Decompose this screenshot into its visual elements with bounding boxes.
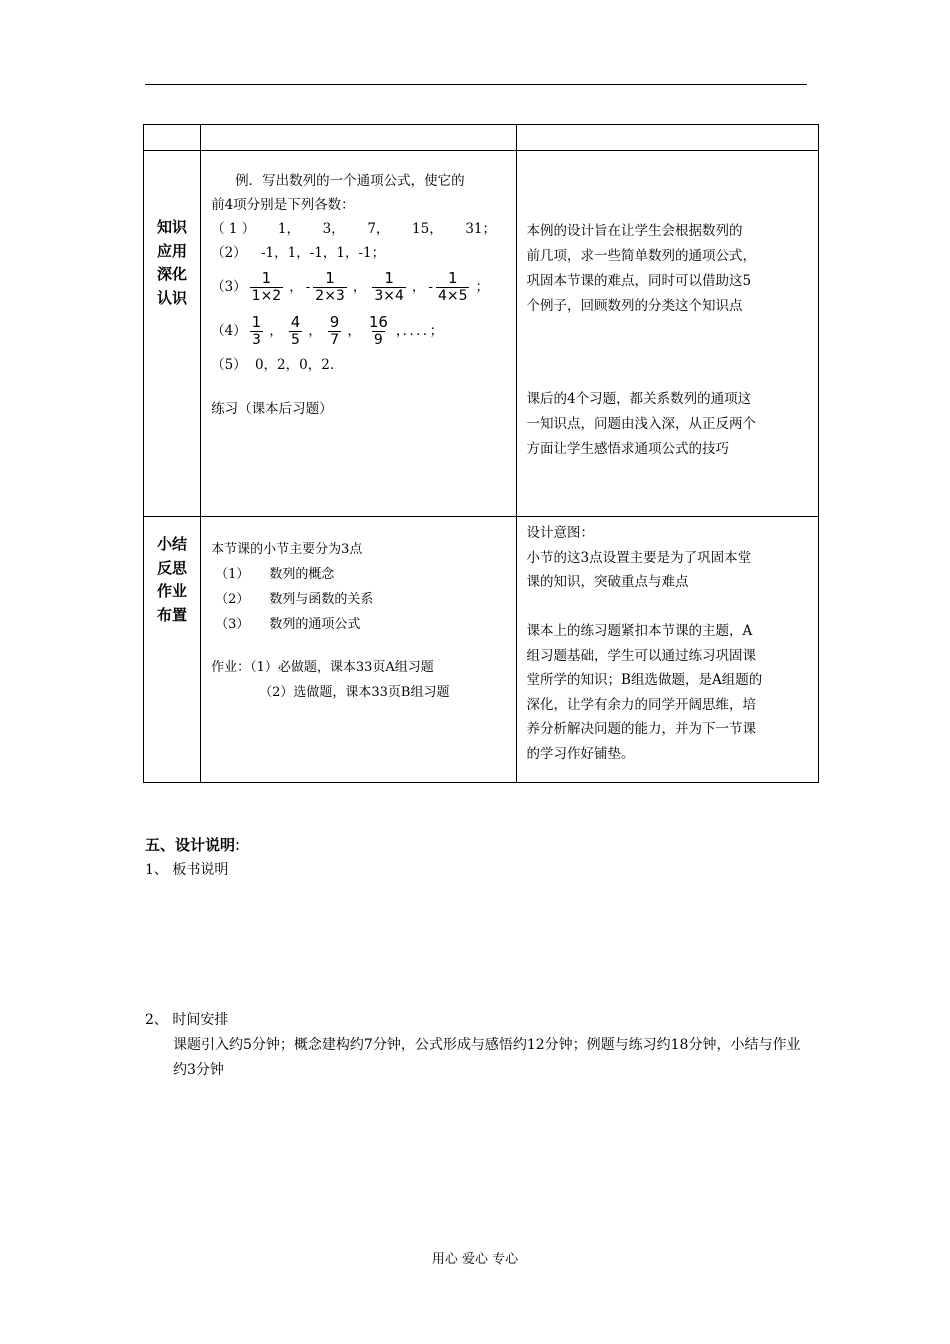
name-line: 应用 <box>157 241 188 260</box>
note-line: 课后的4个习题，都关系数列的通项这 <box>526 391 752 407</box>
example-cell <box>201 151 516 517</box>
item-text: 数列与函数的关系 <box>269 592 374 607</box>
ex-text: -1，1，-1，1，-1； <box>260 245 386 261</box>
item-num: （3） <box>215 617 250 632</box>
summary-intro: 本节课的小节主要分为3点 <box>211 542 363 557</box>
note-line: 一知识点，问题由浅入深，从正反两个 <box>526 416 757 432</box>
note-line: 前几项，求一些简单数列的通项公式， <box>526 248 757 264</box>
homework-line: 作业：（1）必做题，课本33页A组习题 <box>211 660 434 675</box>
fraction <box>289 314 303 349</box>
frac-sep: ， <box>308 323 322 339</box>
table-header-row <box>144 125 819 151</box>
frac-sep: ， <box>411 279 426 295</box>
frac-num: 1 <box>261 268 272 287</box>
fraction <box>372 270 406 305</box>
frac-sep: ， <box>269 323 283 339</box>
frac-num: 16 <box>368 312 388 331</box>
item-text: 数列的概念 <box>269 567 335 582</box>
ex-label: （2） <box>211 245 247 261</box>
example-2 <box>211 241 511 265</box>
frac-den: 9 <box>373 331 383 348</box>
note-line: 堂所学的知识；B组选做题，是A组题的 <box>526 672 763 688</box>
example-intro: 例．写出数列的一个通项公式，使它的 <box>235 173 465 189</box>
header-cell-3 <box>516 125 818 151</box>
item-num: （2） <box>215 592 250 607</box>
ex-value: 31； <box>465 221 497 237</box>
frac-num: 1 <box>384 268 394 287</box>
design-note-1 <box>517 151 818 319</box>
frac-den: 2×3 <box>315 287 345 304</box>
board-note-heading: 1、 板书说明 <box>145 862 229 878</box>
ex-value: 15， <box>412 221 443 237</box>
frac-num: 4 <box>290 312 301 331</box>
name-line: 小结 <box>157 535 188 553</box>
note-line: 课本上的练习题紧扣本节课的主题，A <box>526 623 753 639</box>
section-name-cell <box>144 151 201 517</box>
table-row-application <box>144 151 819 517</box>
note-line: 组习题基础，学生可以通过练习巩固课 <box>526 647 757 664</box>
item-text: 数列的通项公式 <box>269 617 361 632</box>
note-line: 本例的设计旨在让学生会根据数列的 <box>526 223 743 239</box>
ex-label: （3） <box>211 279 247 295</box>
frac-den: 3×4 <box>374 287 404 304</box>
summary-item <box>211 562 509 587</box>
frac-sign: - <box>428 279 433 295</box>
frac-num: 1 <box>251 312 262 331</box>
section-name <box>144 517 200 627</box>
header-cell-1 <box>144 125 201 151</box>
frac-sep: ，．．．．； <box>395 323 444 339</box>
example-4 <box>211 309 511 353</box>
design-note-2 <box>517 387 818 462</box>
note-line: 深化，让学有余力的同学开阔思维，培 <box>526 696 757 713</box>
note-line: 巩固本节课的难点，同时可以借助这5 <box>526 273 752 289</box>
fraction <box>436 270 470 305</box>
frac-sep: ， <box>347 323 361 339</box>
ex-label: （4） <box>211 323 247 339</box>
summary-cell <box>201 517 516 783</box>
ex-value: 3， <box>322 221 345 237</box>
page-footer: 用心 爱心 专心 <box>431 1252 519 1267</box>
fraction <box>367 314 390 349</box>
time-text: 课题引入约5分钟；概念建构约7分钟，公式形成与感悟约12分钟；例题与练习约18分钟，小结与作业约3分钟 <box>173 1037 801 1078</box>
heading-colon: : <box>235 836 241 854</box>
name-line: 作业 <box>157 582 188 600</box>
example-1 <box>211 217 496 241</box>
example-3 <box>211 265 511 309</box>
name-line: 认识 <box>157 288 188 307</box>
frac-sign: - <box>305 279 311 295</box>
summary-item <box>211 612 509 637</box>
frac-den: 3 <box>251 331 261 348</box>
example-intro: 前4项分别是下列各数： <box>211 197 355 213</box>
frac-den: 1×2 <box>251 287 282 304</box>
item-num: （1） <box>215 567 250 582</box>
fraction <box>250 270 284 305</box>
fraction <box>250 314 264 349</box>
frac-num: 9 <box>329 312 340 331</box>
homework-line: （2）选做题，课本33页B组习题 <box>259 685 450 700</box>
header-rule <box>145 84 807 85</box>
frac-den: 4×5 <box>437 287 468 304</box>
name-line: 知识 <box>157 218 188 236</box>
section-name <box>144 151 200 310</box>
design-note-cell <box>516 151 818 517</box>
summary-item <box>211 587 509 612</box>
ex-label: （5） <box>211 357 247 373</box>
frac-den: 7 <box>330 331 339 348</box>
frac-num: 1 <box>447 268 458 287</box>
name-line: 布置 <box>157 605 188 624</box>
time-heading: 2、 时间安排 <box>145 1012 229 1028</box>
section-heading <box>145 833 240 858</box>
frac-num: 1 <box>325 268 335 287</box>
note-line: 方面让学生感悟求通项公式的技巧 <box>526 441 730 457</box>
fraction <box>313 270 347 305</box>
lesson-table <box>143 124 819 783</box>
frac-sep: ， <box>289 279 303 295</box>
frac-sep: ； <box>475 279 489 295</box>
note-line: 个例子，回顾数列的分类这个知识点 <box>526 298 743 314</box>
design-note-3 <box>517 517 818 766</box>
heading-text: 五、设计说明 <box>145 836 236 854</box>
name-line: 反思 <box>157 558 188 577</box>
ex-value: 7， <box>367 221 390 237</box>
note-line: 小节的这3点设置主要是为了巩固本堂 <box>526 549 752 566</box>
practice-text: 练习（课本后习题） <box>211 401 333 417</box>
design-note-cell <box>516 517 818 783</box>
frac-den: 5 <box>291 331 300 348</box>
note-line <box>527 595 812 620</box>
section-name-cell <box>144 517 201 783</box>
example-content <box>201 151 515 421</box>
note-line: 的学习作好铺垫。 <box>526 745 635 762</box>
fraction <box>328 314 342 349</box>
note-line: 设计意图： <box>526 525 595 541</box>
note-line: 课的知识，突破重点与难点 <box>526 574 689 590</box>
example-5 <box>211 353 511 377</box>
ex-text: 0，2，0，2． <box>254 357 344 373</box>
table-row-summary <box>144 517 819 783</box>
ex-label: （ 1 ） <box>211 221 256 237</box>
frac-sep: ， <box>352 279 367 295</box>
summary-content <box>201 517 515 705</box>
ex-value: 1， <box>277 221 300 237</box>
name-line: 深化 <box>157 265 188 283</box>
note-line: 养分析解决问题的能力，并为下一节课 <box>526 721 757 737</box>
header-cell-2 <box>201 125 516 151</box>
